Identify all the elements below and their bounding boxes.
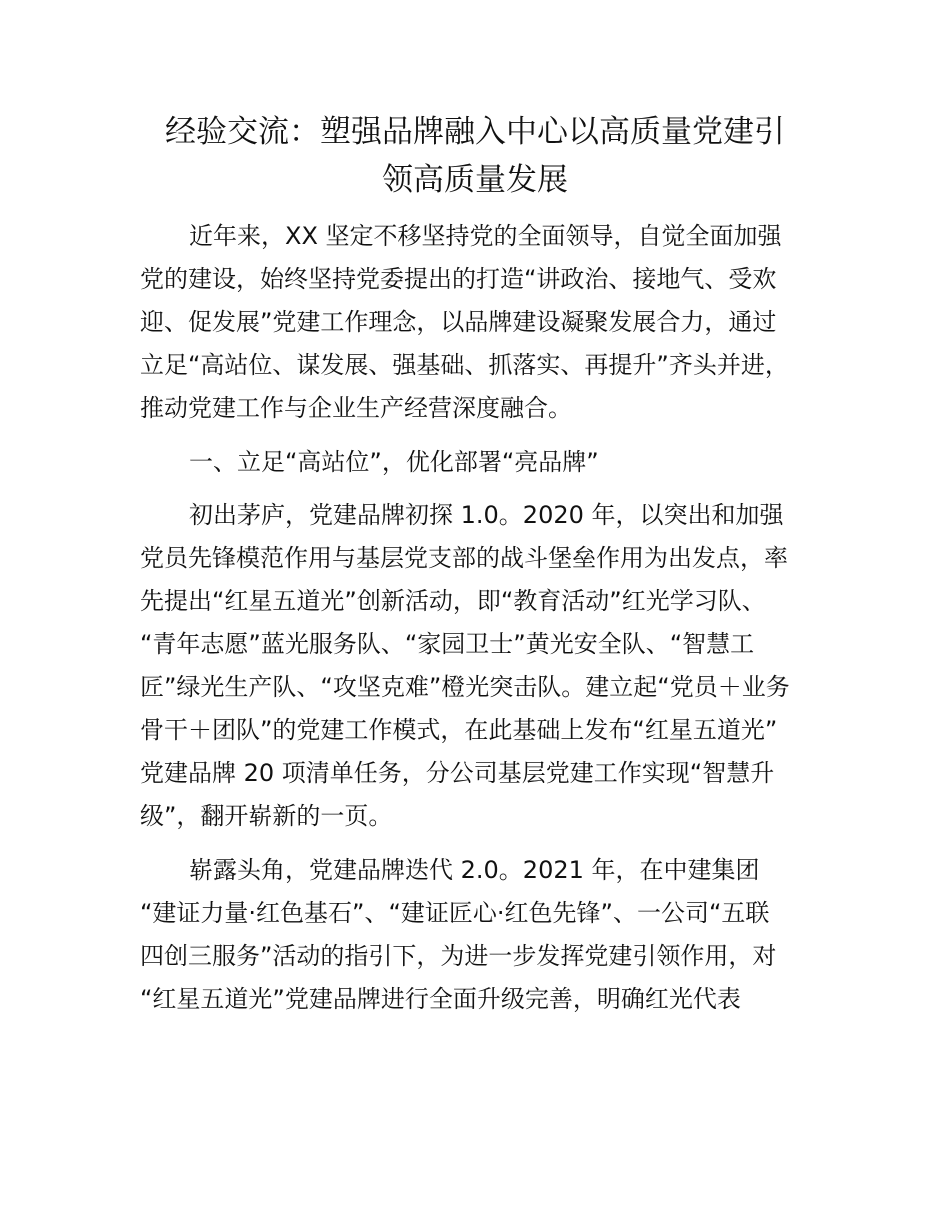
paragraph-line: 级”，翻开崭新的一页。	[140, 802, 393, 830]
paragraph-line: 初出茅庐，党建品牌初探 1.0。2020 年，以突出和加强	[189, 501, 784, 529]
section-heading: 一、立足“高站位”，优化部署“亮品牌”	[189, 448, 599, 476]
intro-line: 迎、促发展”党建工作理念，以品牌建设凝聚发展合力，通过	[140, 308, 777, 336]
intro-line: 党的建设，始终坚持党委提出的打造“讲政治、接地气、受欢	[140, 265, 777, 293]
title-line: 领高质量发展	[382, 162, 568, 198]
intro-line: 推动党建工作与企业生产经营深度融合。	[140, 394, 572, 422]
paragraph-line: “青年志愿”蓝光服务队、“家园卫士”黄光安全队、“智慧工	[140, 630, 755, 658]
paragraph-line: 四创三服务”活动的指引下，为进一步发挥党建引领作用，对	[140, 942, 777, 970]
intro-line: 立足“高站位、谋发展、强基础、抓落实、再提升”齐头并进，	[140, 351, 789, 379]
paragraph-line: “红星五道光”党建品牌进行全面升级完善，明确红光代表	[140, 985, 741, 1013]
document-title	[140, 108, 810, 204]
paragraph-line: 先提出“红星五道光”创新活动，即“教育活动”红光学习队、	[140, 587, 766, 615]
paragraph-line: 骨干＋团队”的党建工作模式，在此基础上发布“红星五道光”	[140, 716, 778, 744]
paragraph-line: 匠”绿光生产队、“攻坚克难”橙光突击队。建立起“党员＋业务	[140, 673, 790, 701]
paragraph-line: “建证力量·红色基石”、“建证匠心·红色先锋”、一公司“五联	[140, 899, 770, 927]
paragraph-line: 崭露头角，党建品牌迭代 2.0。2021 年，在中建集团	[189, 856, 760, 884]
paragraph-line: 党建品牌 20 项清单任务，分公司基层党建工作实现“智慧升	[140, 759, 775, 787]
intro-line: 近年来，XX 坚定不移坚持党的全面领导，自觉全面加强	[189, 222, 782, 250]
paragraph-line: 党员先锋模范作用与基层党支部的战斗堡垒作用为出发点，率	[140, 544, 788, 572]
title-line: 经验交流：塑强品牌融入中心以高质量党建引	[165, 114, 785, 150]
